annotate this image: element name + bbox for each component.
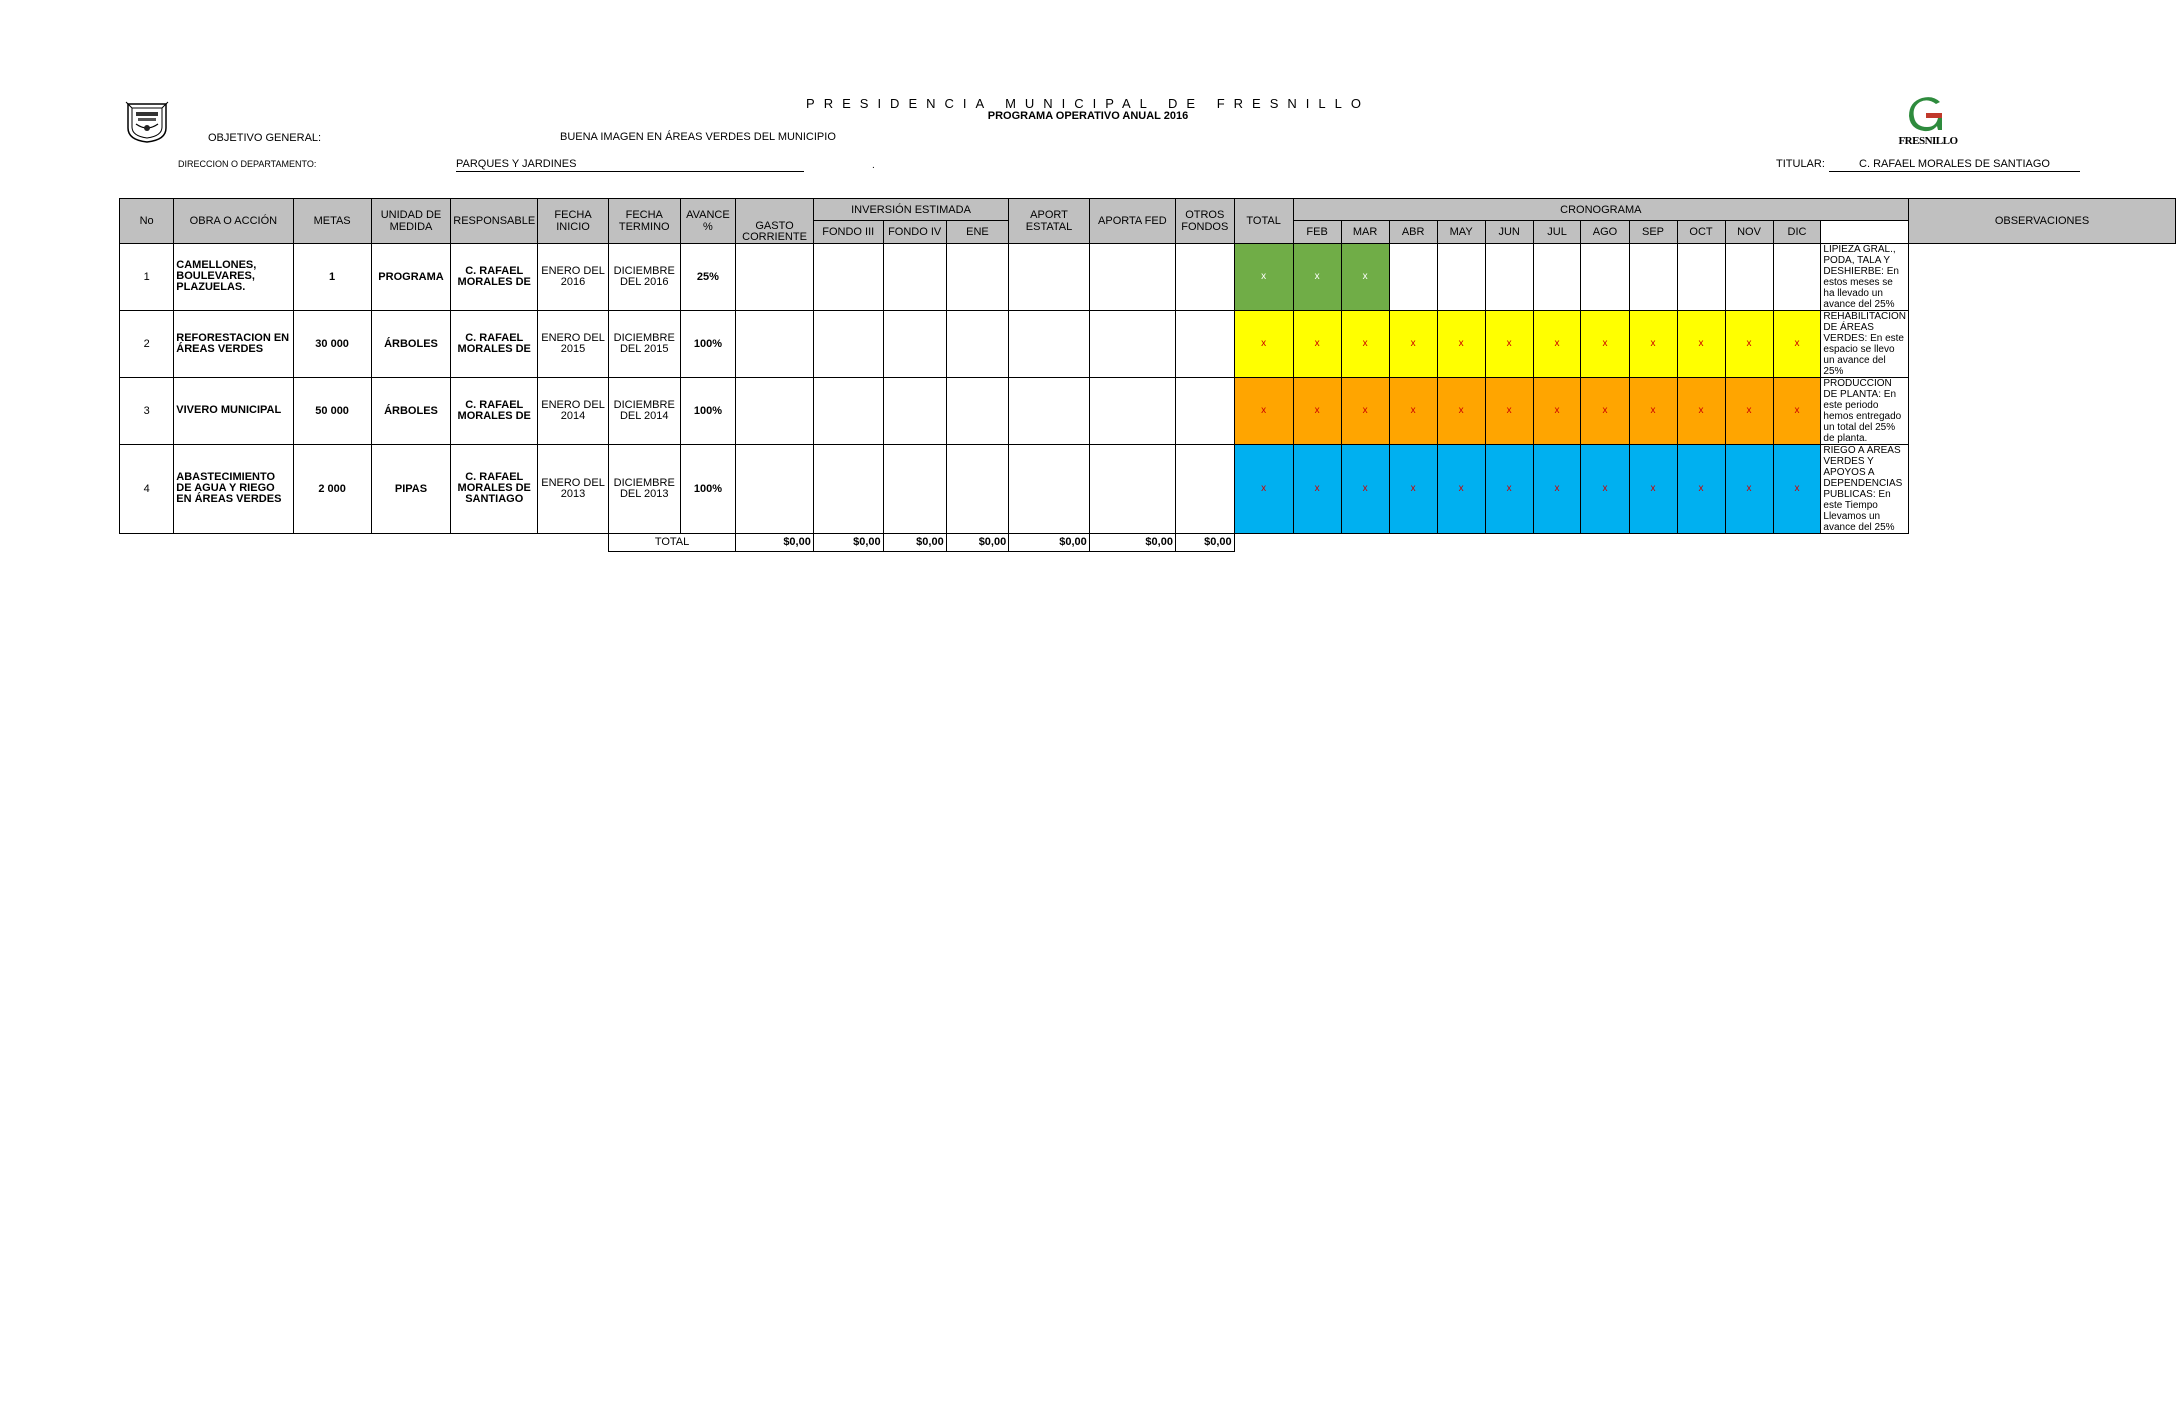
titular-label: TITULAR: bbox=[1776, 158, 1825, 170]
month-mark: x bbox=[1677, 310, 1725, 377]
row-responsable: C. RAFAEL MORALES DE bbox=[451, 377, 538, 444]
row-aporta-fed bbox=[1009, 243, 1090, 310]
row-otros bbox=[1089, 310, 1175, 377]
row-avance: 100% bbox=[680, 444, 736, 533]
row-no: 4 bbox=[120, 444, 174, 533]
col-header-aporta-fed: APORTA FED bbox=[1089, 199, 1175, 244]
total-total: $0,00 bbox=[1175, 533, 1234, 551]
month-mark: x bbox=[1485, 377, 1533, 444]
totals-label: TOTAL bbox=[608, 533, 735, 551]
row-fondo4 bbox=[883, 310, 946, 377]
month-mark bbox=[1677, 243, 1725, 310]
col-header-fondo3: FONDO III bbox=[813, 221, 883, 244]
row-aport-estatal bbox=[946, 377, 1009, 444]
row-observaciones: RIEGO A ÁREAS VERDES Y APOYOS A DEPENDENCIAS PUBLICAS: En este Tiempo Llevamos un avance del 25% bbox=[1821, 444, 1909, 533]
col-header-cronograma: CRONOGRAMA bbox=[1293, 199, 1908, 221]
row-observaciones: REHABILITACION DE ÁREAS VERDES: En este espacio se llevo un avance del 25% bbox=[1821, 310, 1909, 377]
month-mark: x bbox=[1629, 310, 1677, 377]
totals-trailing-spacer bbox=[1234, 533, 1908, 551]
row-responsable: C. RAFAEL MORALES DE bbox=[451, 310, 538, 377]
row-metas: 30 000 bbox=[293, 310, 371, 377]
period-mark: . bbox=[872, 160, 875, 171]
month-mark: x bbox=[1533, 310, 1581, 377]
table-row bbox=[120, 310, 2176, 377]
row-no: 3 bbox=[120, 377, 174, 444]
row-metas: 50 000 bbox=[293, 377, 371, 444]
month-mark bbox=[1725, 243, 1773, 310]
month-mark: x bbox=[1234, 377, 1293, 444]
row-total bbox=[1175, 377, 1234, 444]
row-fecha-termino: DICIEMBRE DEL 2016 bbox=[608, 243, 680, 310]
month-header: JUL bbox=[1533, 221, 1581, 244]
month-mark: x bbox=[1773, 310, 1821, 377]
col-header-gasto: GASTO CORRIENTE bbox=[736, 221, 814, 244]
month-mark: x bbox=[1485, 310, 1533, 377]
month-mark: x bbox=[1437, 444, 1485, 533]
objetivo-value: BUENA IMAGEN EN ÁREAS VERDES DEL MUNICIPIO bbox=[560, 131, 836, 143]
row-fondo4 bbox=[883, 444, 946, 533]
month-header: MAR bbox=[1341, 221, 1389, 244]
row-fecha-inicio: ENERO DEL 2015 bbox=[538, 310, 609, 377]
col-header-avance: AVANCE % bbox=[680, 199, 736, 244]
row-observaciones: LIPIEZA GRAL., PODA, TALA Y DESHIERBE: En estos meses se ha llevado un avance del 25% bbox=[1821, 243, 1909, 310]
month-mark bbox=[1773, 243, 1821, 310]
month-mark: x bbox=[1234, 243, 1293, 310]
col-header-no: No bbox=[120, 199, 174, 244]
row-unidad: PIPAS bbox=[371, 444, 451, 533]
month-mark: x bbox=[1677, 377, 1725, 444]
row-fecha-inicio: ENERO DEL 2016 bbox=[538, 243, 609, 310]
row-aport-estatal bbox=[946, 243, 1009, 310]
row-aport-estatal bbox=[946, 444, 1009, 533]
month-mark: x bbox=[1341, 310, 1389, 377]
col-header-responsable: RESPONSABLE bbox=[451, 199, 538, 244]
row-responsable: C. RAFAEL MORALES DE SANTIAGO bbox=[451, 444, 538, 533]
table-row bbox=[120, 243, 2176, 310]
row-fondo3 bbox=[813, 243, 883, 310]
row-obra: CAMELLONES, BOULEVARES, PLAZUELAS. bbox=[174, 243, 293, 310]
month-mark bbox=[1485, 243, 1533, 310]
row-aporta-fed bbox=[1009, 310, 1090, 377]
total-gasto: $0,00 bbox=[736, 533, 814, 551]
row-avance: 25% bbox=[680, 243, 736, 310]
row-metas: 2 000 bbox=[293, 444, 371, 533]
month-mark: x bbox=[1773, 377, 1821, 444]
month-header: NOV bbox=[1725, 221, 1773, 244]
col-header-inversion: INVERSIÓN ESTIMADA bbox=[813, 199, 1008, 221]
total-fondo3: $0,00 bbox=[813, 533, 883, 551]
month-mark: x bbox=[1677, 444, 1725, 533]
row-fecha-termino: DICIEMBRE DEL 2014 bbox=[608, 377, 680, 444]
month-mark: x bbox=[1485, 444, 1533, 533]
row-obra: REFORESTACION EN ÁREAS VERDES bbox=[174, 310, 293, 377]
month-mark: x bbox=[1437, 310, 1485, 377]
col-header-total: TOTAL bbox=[1234, 199, 1293, 244]
row-gasto bbox=[736, 377, 814, 444]
row-avance: 100% bbox=[680, 377, 736, 444]
row-no: 2 bbox=[120, 310, 174, 377]
row-observaciones: PRODUCCION DE PLANTA: En este periodo hemos entregado un total del 25% de planta. bbox=[1821, 377, 1909, 444]
month-mark: x bbox=[1629, 377, 1677, 444]
month-mark bbox=[1629, 243, 1677, 310]
row-total bbox=[1175, 243, 1234, 310]
row-no: 1 bbox=[120, 243, 174, 310]
month-mark: x bbox=[1389, 444, 1437, 533]
month-mark: x bbox=[1341, 243, 1389, 310]
row-fecha-inicio: ENERO DEL 2013 bbox=[538, 444, 609, 533]
month-mark: x bbox=[1773, 444, 1821, 533]
row-unidad: PROGRAMA bbox=[371, 243, 451, 310]
month-mark: x bbox=[1293, 444, 1341, 533]
row-total bbox=[1175, 444, 1234, 533]
row-fondo4 bbox=[883, 377, 946, 444]
total-fondo4: $0,00 bbox=[883, 533, 946, 551]
row-fondo3 bbox=[813, 377, 883, 444]
month-mark: x bbox=[1389, 310, 1437, 377]
row-fecha-inicio: ENERO DEL 2014 bbox=[538, 377, 609, 444]
month-mark: x bbox=[1533, 444, 1581, 533]
month-mark: x bbox=[1234, 310, 1293, 377]
month-mark: x bbox=[1533, 377, 1581, 444]
row-aporta-fed bbox=[1009, 444, 1090, 533]
row-total bbox=[1175, 310, 1234, 377]
row-gasto bbox=[736, 444, 814, 533]
month-mark bbox=[1437, 243, 1485, 310]
month-mark: x bbox=[1581, 444, 1629, 533]
month-mark: x bbox=[1629, 444, 1677, 533]
month-header: ENE bbox=[946, 221, 1009, 244]
total-aporta-fed: $0,00 bbox=[1009, 533, 1090, 551]
row-aporta-fed bbox=[1009, 377, 1090, 444]
month-header: FEB bbox=[1293, 221, 1341, 244]
total-aport-estatal: $0,00 bbox=[946, 533, 1009, 551]
row-unidad: ÁRBOLES bbox=[371, 310, 451, 377]
row-aport-estatal bbox=[946, 310, 1009, 377]
page-title: PRESIDENCIA MUNICIPAL DE FRESNILLO bbox=[806, 96, 1370, 111]
direccion-label: DIRECCION O DEPARTAMENTO: bbox=[178, 159, 317, 169]
month-mark: x bbox=[1293, 310, 1341, 377]
row-obra: ABASTECIMIENTO DE AGUA Y RIEGO EN ÁREAS VERDES bbox=[174, 444, 293, 533]
month-mark bbox=[1533, 243, 1581, 310]
row-fecha-termino: DICIEMBRE DEL 2015 bbox=[608, 310, 680, 377]
month-mark: x bbox=[1581, 377, 1629, 444]
row-fecha-termino: DICIEMBRE DEL 2013 bbox=[608, 444, 680, 533]
month-mark: x bbox=[1725, 310, 1773, 377]
month-header: SEP bbox=[1629, 221, 1677, 244]
month-mark: x bbox=[1293, 377, 1341, 444]
row-otros bbox=[1089, 444, 1175, 533]
month-mark bbox=[1389, 243, 1437, 310]
titular-value: C. RAFAEL MORALES DE SANTIAGO bbox=[1829, 158, 2080, 172]
row-fondo3 bbox=[813, 310, 883, 377]
totals-row bbox=[120, 533, 2176, 551]
month-mark: x bbox=[1234, 444, 1293, 533]
page-subtitle: PROGRAMA OPERATIVO ANUAL 2016 bbox=[987, 110, 1189, 122]
programa-operativo-table bbox=[119, 198, 2176, 552]
col-header-obra: OBRA O ACCIÓN bbox=[174, 199, 293, 244]
month-mark: x bbox=[1293, 243, 1341, 310]
month-header: OCT bbox=[1677, 221, 1725, 244]
row-obra: VIVERO MUNICIPAL bbox=[174, 377, 293, 444]
col-header-gasto-top bbox=[736, 199, 814, 221]
table-row bbox=[120, 444, 2176, 533]
row-responsable: C. RAFAEL MORALES DE bbox=[451, 243, 538, 310]
month-mark: x bbox=[1389, 377, 1437, 444]
col-header-otros: OTROS FONDOS bbox=[1175, 199, 1234, 244]
month-header: MAY bbox=[1437, 221, 1485, 244]
col-header-aport-estatal: APORT ESTATAL bbox=[1009, 199, 1090, 244]
col-header-fondo4: FONDO IV bbox=[883, 221, 946, 244]
col-header-observaciones: OBSERVACIONES bbox=[1909, 199, 2176, 244]
month-mark: x bbox=[1341, 444, 1389, 533]
row-fondo4 bbox=[883, 243, 946, 310]
month-header: AGO bbox=[1581, 221, 1629, 244]
direccion-value: PARQUES Y JARDINES bbox=[456, 158, 804, 172]
month-mark: x bbox=[1437, 377, 1485, 444]
row-unidad: ÁRBOLES bbox=[371, 377, 451, 444]
total-otros: $0,00 bbox=[1089, 533, 1175, 551]
month-mark: x bbox=[1725, 444, 1773, 533]
row-gasto bbox=[736, 310, 814, 377]
col-header-metas: METAS bbox=[293, 199, 371, 244]
row-gasto bbox=[736, 243, 814, 310]
month-mark bbox=[1581, 243, 1629, 310]
row-fondo3 bbox=[813, 444, 883, 533]
row-avance: 100% bbox=[680, 310, 736, 377]
table-row bbox=[120, 377, 2176, 444]
col-header-fecha-termino: FECHA TERMINO bbox=[608, 199, 680, 244]
totals-spacer bbox=[120, 533, 609, 551]
row-metas: 1 bbox=[293, 243, 371, 310]
month-header: DIC bbox=[1773, 221, 1821, 244]
month-mark: x bbox=[1581, 310, 1629, 377]
month-header: ABR bbox=[1389, 221, 1437, 244]
objetivo-label: OBJETIVO GENERAL: bbox=[208, 132, 322, 144]
row-otros bbox=[1089, 377, 1175, 444]
col-header-unidad: UNIDAD DE MEDIDA bbox=[371, 199, 451, 244]
month-mark: x bbox=[1341, 377, 1389, 444]
row-otros bbox=[1089, 243, 1175, 310]
month-header: JUN bbox=[1485, 221, 1533, 244]
month-mark: x bbox=[1725, 377, 1773, 444]
fresnillo-logo-text: FRESNILLO bbox=[1898, 135, 1958, 147]
col-header-fecha-inicio: FECHA INICIO bbox=[538, 199, 609, 244]
